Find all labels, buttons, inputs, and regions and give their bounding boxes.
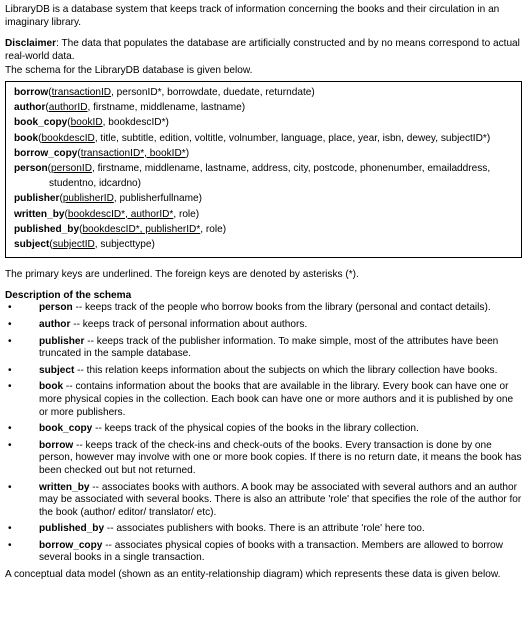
disclaimer-text: : The data that populates the database are artificially constructed and by no means correspond to actual real-world data. [5, 38, 520, 62]
description-term: book [39, 381, 64, 393]
schema-relation [14, 207, 513, 222]
relation-name: borrow [14, 86, 49, 98]
description-item [5, 302, 523, 315]
relation-attributes: , firstname, middlename, lastname, address, city, postcode, phonenumber, emailaddress, studentno, idcardno) [49, 162, 491, 190]
description-term: published_by [39, 523, 105, 535]
document-page [5, 4, 523, 582]
bullet-icon: • [8, 523, 12, 535]
description-text: -- contains information about the books that are available in the library. Every book can have one or more physical copies in the collection. Each book can have one or more authors and it is published by one or more publishers. [39, 381, 514, 418]
description-text: -- this relation keeps information about the subjects on which the library collection have books. [74, 364, 498, 376]
description-text: -- keeps track of the physical copies of the books in the library collection. [92, 423, 419, 435]
bullet-icon: • [8, 439, 12, 451]
primary-key: bookdescID*, publisherID* [82, 223, 201, 235]
relation-attributes: ( [79, 223, 83, 235]
relation-attributes: ( [48, 86, 52, 98]
description-text: -- keeps track of the check-ins and check-outs of the books. Every transaction is done by one person, however may involve with one or more book copies. If there is no return date, it means the book has been checked out but not returned. [39, 439, 522, 476]
primary-key: subjectID [52, 239, 95, 250]
relation-name: book [14, 132, 39, 144]
schema-relation [14, 85, 513, 100]
description-item [5, 381, 523, 419]
description-text: -- associates books with authors. A book may be associated with several authors and an author may be associated with several books. There is also an attribute 'role' that specifies the role of the author for the book (author/ editor/ translator/ etc). [39, 481, 522, 518]
description-text: -- keeps track of personal information about authors. [70, 318, 308, 330]
schema-box [5, 81, 522, 258]
primary-key: authorID [48, 102, 88, 114]
schema-relation [14, 115, 513, 130]
description-term: borrow_copy [39, 539, 103, 551]
description-item [5, 365, 523, 378]
relation-name: book_copy [14, 117, 68, 129]
description-text: -- associates physical copies of books with a transaction. Members are allowed to borrow several books in a single transaction. [39, 539, 503, 564]
description-item [5, 423, 523, 436]
relation-name: author [14, 102, 46, 114]
schema-relation [14, 100, 513, 115]
description-item [5, 440, 523, 478]
relation-name: subject [14, 239, 50, 250]
bullet-icon: • [8, 364, 12, 376]
bullet-icon: • [8, 335, 12, 347]
relation-attributes: , role) [173, 208, 200, 220]
description-list [5, 302, 523, 565]
conclusion-paragraph: A conceptual data model (shown as an entity-relationship diagram) which represents these data is given below. [5, 569, 501, 581]
description-text: -- associates publishers with books. There is an attribute 'role' here too. [104, 523, 425, 535]
relation-name: published_by [14, 223, 80, 235]
relation-attributes: , bookdescID*) [102, 117, 169, 129]
relation-name: publisher [14, 193, 60, 205]
relation-attributes: , role) [200, 223, 227, 235]
description-term: borrow [39, 439, 74, 451]
relation-attributes: ( [45, 102, 49, 114]
description-heading: Description of the schema [5, 289, 132, 301]
bullet-icon: • [8, 302, 12, 314]
description-item [5, 319, 523, 332]
schema-relation [14, 161, 513, 191]
description-item [5, 482, 523, 520]
description-item [5, 523, 523, 536]
description-term: subject [39, 364, 75, 376]
relation-name: borrow_copy [14, 147, 78, 159]
description-term: written_by [39, 481, 90, 493]
relation-attributes: ( [67, 117, 71, 129]
description-term: book_copy [39, 423, 93, 435]
bullet-icon: • [8, 539, 12, 551]
relation-attributes: ( [38, 132, 42, 144]
primary-key: transactionID [51, 86, 112, 98]
relation-attributes: , publisherfullname) [113, 193, 202, 205]
relation-name: written_by [14, 208, 65, 220]
description-item [5, 540, 523, 565]
relation-attributes: ( [59, 193, 63, 205]
bullet-icon: • [8, 423, 12, 435]
primary-key: bookdescID*, authorID* [67, 208, 174, 220]
schema-relation [14, 191, 513, 206]
primary-key: bookdescID [41, 132, 95, 144]
primary-key: transactionID*, bookID* [80, 147, 186, 159]
relation-attributes: , personID*, borrowdate, duedate, returndate) [111, 86, 315, 98]
primary-key: bookID [70, 117, 103, 129]
relation-attributes: , subjecttype) [94, 239, 155, 250]
keys-note: The primary keys are underlined. The foreign keys are denoted by asterisks (*). [5, 269, 359, 281]
primary-key: personID [51, 162, 92, 174]
description-text: -- keeps track of the people who borrow books from the library (personal and contact details). [72, 302, 491, 314]
relation-attributes: ( [64, 208, 68, 220]
primary-key: publisherID [62, 193, 114, 205]
relation-attributes: ( [47, 162, 52, 174]
bullet-icon: • [8, 481, 12, 493]
disclaimer-paragraph [5, 38, 523, 63]
description-term: author [39, 318, 71, 330]
disclaimer-label: Disclaimer [5, 38, 57, 50]
intro-paragraph: LibraryDB is a database system that keeps track of information concerning the books and their circulation in an imaginary library. [5, 4, 500, 28]
schema-relation [14, 146, 513, 161]
relation-attributes: ( [77, 147, 81, 159]
schema-relation [14, 237, 513, 252]
relation-attributes: ) [185, 147, 190, 159]
description-term: person [39, 302, 73, 314]
schema-intro: The schema for the LibraryDB database is given below. [5, 65, 253, 77]
bullet-icon: • [8, 381, 12, 393]
bullet-icon: • [8, 318, 12, 330]
schema-relation [14, 222, 513, 237]
schema-relation [14, 131, 513, 146]
relation-attributes: , title, subtitle, edition, voltitle, volnumber, language, place, year, isbn, dewey, subjectID*) [94, 132, 491, 144]
relation-name: person [14, 162, 48, 174]
description-item [5, 336, 523, 361]
relation-attributes: ( [49, 239, 53, 250]
description-term: publisher [39, 335, 85, 347]
relation-attributes: , firstname, middlename, lastname) [87, 102, 246, 114]
description-text: -- keeps track of the publisher information. To make simple, most of the attributes have been truncated in the sample database. [39, 335, 499, 360]
